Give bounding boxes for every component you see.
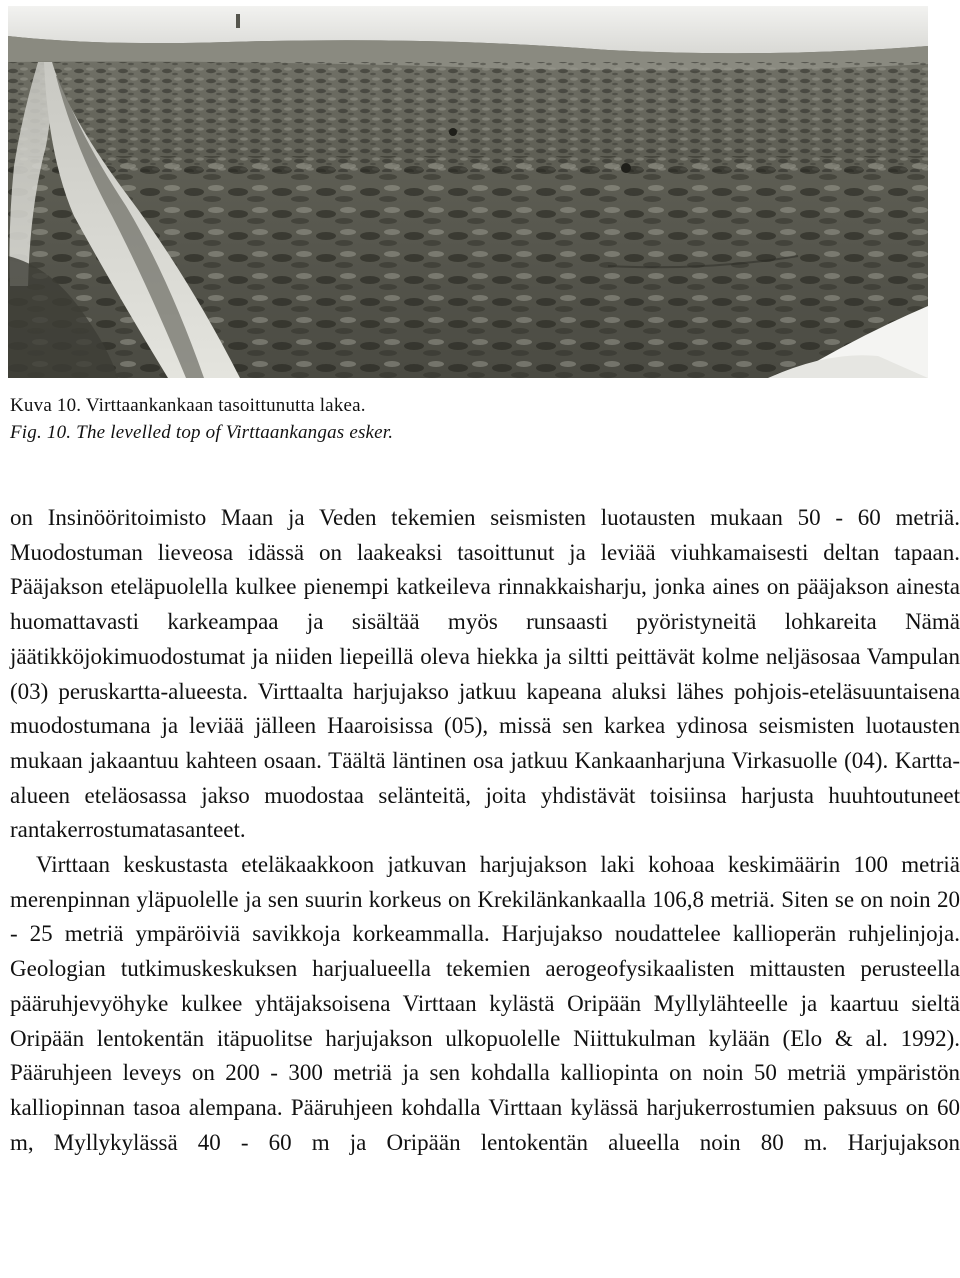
figure-caption — [10, 392, 393, 446]
esker-landscape-photo — [8, 6, 928, 378]
caption-finnish: Kuva 10. Virttaankankaan tasoittunutta lakea. — [10, 395, 366, 416]
paragraph-2: Virttaan keskustasta eteläkaakkoon jatkuvan harjujakson laki kohoaa keskimäärin 100 metriä merenpinnan yläpuolelle ja sen suurin korkeus on Krekilänkankaalla 106,8 metriä. Siten se on noin 20 - 25 metriä ympäröiviä savikkoja korkeammalla. Harjujakso noudattelee kallioperän ruhjelinjoja. Geologian tutkimuskeskuksen harjualueella tekemien aerogeofysikaalisten mittausten perusteella pääruhjevyöhyke kulkee yhtäjaksoisena Virttaan kylästä Oripään Myllylähteelle ja kaartuu sieltä Oripään lentokentän itäpuolitse harjujakson ulkopuolelle Niittukulman kylään (Elo & al. 1992). Pääruhjeen leveys on 200 - 300 metriä ja sen kohdalla kalliopinta on noin 50 metriä ympäristön kalliopinnan tasoa alempana. Pääruhjeen kohdalla Virttaan kylässä harjukerrostumien paksuus on 60 m, Myllykylässä 40 - 60 m ja Oripään lentokentän alueella noin 80 m. Harjujakson — [10, 852, 960, 1155]
caption-english: Fig. 10. The levelled top of Virttaankangas esker. — [10, 422, 394, 443]
figure-photo — [8, 6, 928, 378]
paragraph-1: on Insinööritoimisto Maan ja Veden tekemien seismisten luotausten mukaan 50 - 60 metriä. Muodostuman lieveosa idässä on laakeaksi tasoittunut ja leviää viuhkamaisesti deltan tapaan. Pääjakson eteläpuolella kulkee pienempi katkeileva rinnakkaisharju, jonka aines on pääjakson ainesta huomattavasti karkeampaa ja sisältää myös runsaasti pyöristyneitä lohkareita Nämä jäätikköjokimuodostumat ja niiden liepeillä oleva hiekka ja siltti peittävät kolme neljäsosaa Vampulan (03) peruskartta-alueesta. Virttaalta harjujakso jatkuu kapeana aluksi lähes pohjois-eteläsuuntaisena muodostumana ja leviää jälleen Haaroisissa (05), missä sen karkea ydinosa seismisten luotausten mukaan jakaantuu kahteen osaan. Täältä läntinen osa jatkuu Kankaanharjuna Virkasuolle (04). Kartta-alueen eteläosassa jakso muodostaa selänteitä, joita yhdistävät toisiinsa harjusta huuhtoutuneet rantakerrostumatasanteet. — [10, 505, 960, 843]
article-body — [10, 501, 960, 1160]
